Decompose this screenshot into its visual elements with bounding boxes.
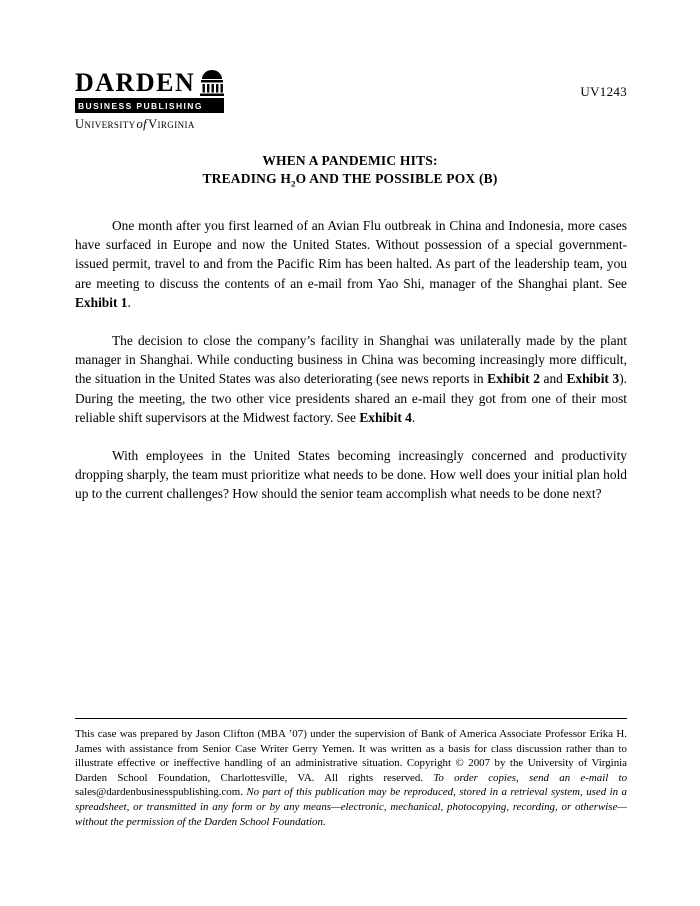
- rotunda-icon: [200, 70, 224, 96]
- case-title-line2: TREADING $H_2O$ AND THE POSSIBLE POX (B): [202, 170, 498, 189]
- darden-logo-top: [75, 70, 224, 96]
- business-publishing-bar: BUSINESS PUBLISHING: [75, 98, 224, 113]
- darden-logo: [75, 70, 224, 132]
- case-paragraph-1: One month after you first learned of an Avian Flu outbreak in China and Indonesia, more cases have surfaced in Europe and now the United States. Without possession of a special government-issued permit, travel to and from the Pacific Rim has been halted. As part of the leadership team, you are meeting to discuss the contents of an e-mail from Yao Shi, manager of the Shanghai plant. See Exhibit 1.: [75, 218, 627, 310]
- darden-wordmark: DARDEN: [75, 68, 196, 97]
- case-body: [75, 216, 627, 523]
- footer: [75, 718, 627, 829]
- footer-rule: [75, 718, 627, 719]
- case-paragraph-3: With employees in the United States becoming increasingly concerned and productivity dropping sharply, the team must prioritize what needs to be done. How well does your initial plan hold up to the current challenges? How should the senior team accomplish what needs to be done next?: [75, 448, 627, 502]
- case-title-line1: WHEN A PANDEMIC HITS:: [262, 153, 438, 168]
- footer-note: This case was prepared by Jason Clifton (MBA ’07) under the supervision of Bank of America Associate Professor Erika H. James with assistance from Senior Case Writer Gerry Yemen. It was written as a basis for class discussion rather than to illustrate effective or ineffective handling of an administrative situation. Copyright © 2007 by the University of Virginia Darden School Foundation, Charlottesville, VA. All rights reserved. To order copies, send an e-mail to sales@dardenbusinesspublishing.com. No part of this publication may be reproduced, stored in a retrieval system, used in a spreadsheet, or transmitted in any form or by any means—electronic, mechanical, photocopying, recording, or otherwise—without the permission of the Darden School Foundation.: [75, 728, 628, 828]
- case-paragraph-2: The decision to close the company’s facility in Shanghai was unilaterally made by the plant manager in Shanghai. While conducting business in China was becoming increasingly more difficult, the situation in the United States was also deteriorating (see news reports in Exhibit 2 and Exhibit 3). During the meeting, the two other vice presidents shared an e-mail they got from one of their most reliable shift supervisors at the Midwest factory. See Exhibit 4.: [75, 333, 627, 425]
- university-of-virginia: UniversityofVirginia: [75, 117, 195, 131]
- case-title: [0, 152, 700, 193]
- doc-id: UV1243: [580, 84, 627, 99]
